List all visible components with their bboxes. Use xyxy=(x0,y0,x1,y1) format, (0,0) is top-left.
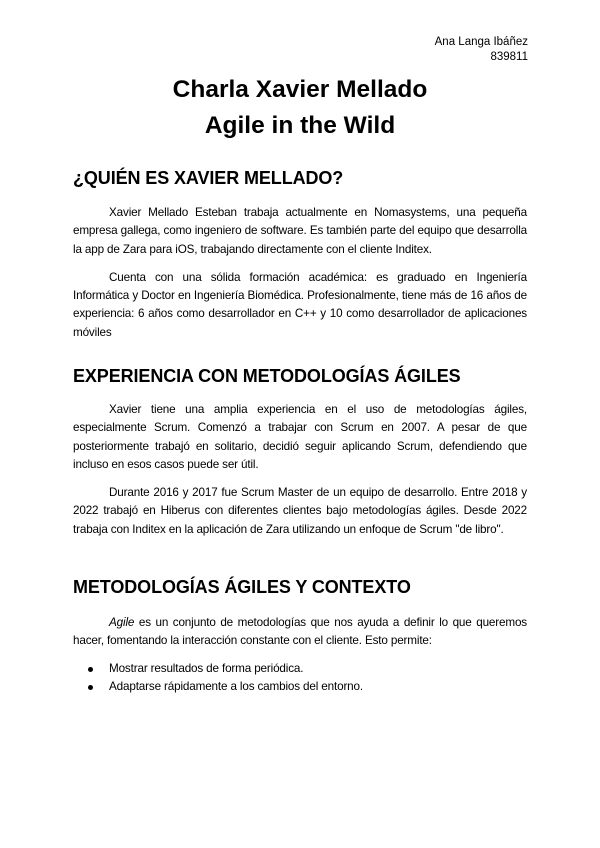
author-block xyxy=(435,35,528,65)
agile-term: Agile xyxy=(109,616,135,629)
paragraph-text: es un conjunto de metodologías que nos ayuda a definir lo que queremos hacer, fomentando la interacción constante con el cliente. Esto permite: xyxy=(73,616,527,648)
section-heading: ¿QUIÉN ES XAVIER MELLADO? xyxy=(73,168,344,188)
author-name: Ana Langa Ibáñez xyxy=(434,36,528,48)
section-heading: METODOLOGÍAS ÁGILES Y CONTEXTO xyxy=(73,577,411,597)
paragraph: Xavier tiene una amplia experiencia en el uso de metodologías ágiles, especialmente Scrum. Comenzó a trabajar con Scrum en 2007. A pesar de que posteriormente trabajó en solitario, decidió seguir aplicando Scrum, defendiendo que incluso en esos casos puede ser útil. xyxy=(73,403,527,471)
paragraph: Durante 2016 y 2017 fue Scrum Master de un equipo de desarrollo. Entre 2018 y 2022 trabajó en Hiberus con diferentes clientes bajo metodologías ágiles. Desde 2022 trabaja con Inditex en la aplicación de Zara utilizando un enfoque de Scrum "de libro". xyxy=(73,486,527,536)
list-item xyxy=(73,660,527,678)
paragraph: Cuenta con una sólida formación académica: es graduado en Ingeniería Informática y Doctor en Ingeniería Biomédica. Profesionalmente, tiene más de 16 años de experiencia: 6 años como desarrollador en C++ y 10 como desarrollador de aplicaciones móviles xyxy=(73,270,527,339)
author-id: 839811 xyxy=(490,51,528,63)
bullet-icon xyxy=(88,685,93,690)
title-line-2: Agile in the Wild xyxy=(204,112,396,139)
paragraph xyxy=(73,614,527,651)
section-heading: EXPERIENCIA CON METODOLOGÍAS ÁGILES xyxy=(73,366,461,386)
section-experiencia xyxy=(73,364,527,539)
title-line-1: Charla Xavier Mellado xyxy=(172,76,428,103)
bullet-list xyxy=(73,660,527,697)
section-metodologias xyxy=(73,575,527,696)
paragraph: Xavier Mellado Esteban trabaja actualmente en Nomasystems, una pequeña empresa gallega, como ingeniero de software. Es también parte del equipo que desarrolla la app de Zara para iOS, trabajando directamente con el cliente Inditex. xyxy=(73,206,527,256)
list-item-text: Mostrar resultados de forma periódica. xyxy=(109,661,304,675)
list-item-text: Adaptarse rápidamente a los cambios del entorno. xyxy=(109,679,363,693)
document-title xyxy=(0,72,600,144)
list-item xyxy=(73,678,527,696)
section-quien-es xyxy=(73,166,527,342)
bullet-icon xyxy=(88,667,93,672)
